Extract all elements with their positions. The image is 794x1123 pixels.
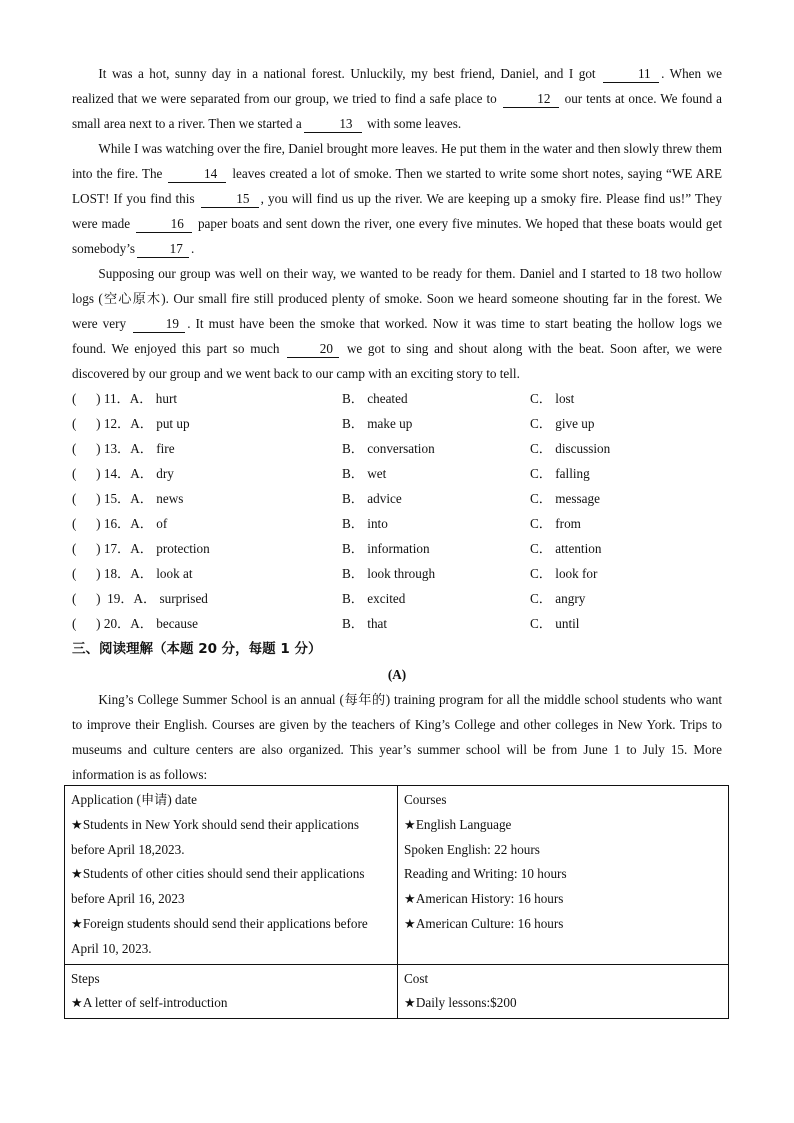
option-a: ( ) 14．A． dry <box>72 466 174 481</box>
cell-text: ★A letter of self-introduction <box>71 995 228 1011</box>
cell-text: ★American Culture: 16 hours <box>404 915 564 931</box>
text: , you will find us up the river. We are keeping up a smoky fire. Please find us!” They were made <box>72 191 722 231</box>
option-c: C． give up <box>530 416 595 431</box>
cell-heading: Courses <box>404 792 447 807</box>
question-row[interactable] <box>72 611 722 636</box>
blank-20[interactable]: 20 <box>287 341 339 358</box>
cell-text: ★Daily lessons:$200 <box>404 995 517 1011</box>
cell-text: Reading and Writing: 10 hours <box>404 866 567 882</box>
text: . When we realized that we were separated from our group, we tried to find a safe place to <box>72 66 723 106</box>
option-a: ( ) 18．A． look at <box>72 566 193 581</box>
passage-paragraph-1 <box>72 61 722 136</box>
option-b: B． that <box>342 616 388 631</box>
option-c: C． until <box>530 616 580 631</box>
option-a: ( ) 13．A． fire <box>72 441 175 456</box>
option-c: C． angry <box>530 591 586 606</box>
question-row[interactable] <box>72 511 722 536</box>
cell-text: ★Foreign students should send their applications before April 10, 2023. <box>71 915 368 956</box>
question-row[interactable] <box>72 536 722 561</box>
cell-text: ★Students in New York should send their applications before April 18,2023. <box>71 816 360 857</box>
question-row[interactable] <box>72 411 722 436</box>
option-a: ( ) 11．A． hurt <box>72 391 177 406</box>
text: our tents at once. We found a small area next to a river. Then we started a <box>72 91 722 131</box>
cell-heading: Application (申请) date <box>71 792 197 807</box>
option-b: B． wet <box>342 466 387 481</box>
option-a: ( ) 19．A． surprised <box>72 591 208 606</box>
blank-14[interactable]: 14 <box>168 166 226 183</box>
question-row[interactable] <box>72 461 722 486</box>
text: leaves created a lot of smoke. Then we started to write some short notes, saying “WE ARE LOST! If you find this <box>72 166 723 206</box>
text: paper boats and sent down the river, one every five minutes. We hoped that these boats would get somebody’s <box>72 216 722 256</box>
table-cell-steps <box>65 964 398 1019</box>
option-c: C． falling <box>530 466 590 481</box>
info-table <box>64 785 729 1019</box>
option-b: B． advice <box>342 491 402 506</box>
option-a: ( ) 20．A． because <box>72 616 198 631</box>
text: It was a hot, sunny day in a national forest. Unluckily, my best friend, Daniel, and I got <box>98 66 596 81</box>
cell-text: ★Students of other cities should send their applications before April 16, 2023 <box>71 866 365 907</box>
option-c: C． message <box>530 491 600 506</box>
table-row <box>65 964 729 1019</box>
text: While I was watching over the fire, Daniel brought more leaves. He put them in the water and then slowly threw them into the fire. The <box>72 141 722 181</box>
option-c: C． look for <box>530 566 598 581</box>
option-b: B． conversation <box>342 441 435 456</box>
reading-intro: King’s College Summer School is an annual (每年的) training program for all the middle school students who want to improve their English. Courses are given by the teachers of King’s College and other colleges in New York. Trips to museums and culture centers are also organized. This year’s summer school will be from June 1 to July 15. More information is as follows: <box>72 692 722 782</box>
option-b: B． look through <box>342 566 436 581</box>
option-c: C． attention <box>530 541 602 556</box>
passage-paragraph-3 <box>72 261 722 386</box>
option-c: C． from <box>530 516 581 531</box>
option-b: B． excited <box>342 591 406 606</box>
option-a: ( ) 15．A． news <box>72 491 184 506</box>
question-row[interactable] <box>72 486 722 511</box>
table-cell-cost <box>398 964 729 1019</box>
question-row[interactable] <box>72 561 722 586</box>
blank-19[interactable]: 19 <box>133 316 185 333</box>
blank-17[interactable]: 17 <box>137 241 189 258</box>
cell-text: Spoken English: 22 hours <box>404 841 540 857</box>
text: . <box>191 241 195 256</box>
question-list <box>72 386 722 636</box>
blank-15[interactable]: 15 <box>201 191 259 208</box>
blank-11[interactable]: 11 <box>603 66 659 83</box>
option-a: ( ) 12．A． put up <box>72 416 190 431</box>
text: . It must have been the smoke that worked. Now it was time to start beating the hollow logs we found. We enjoyed this part so much <box>72 316 723 356</box>
text: Supposing our group was well on their way, we wanted to be ready for them. Daniel and I started to 18 two hollow logs (空心原木). Our small fire still produced plenty of smoke. Soon we heard someone shouting far in the forest. We were very <box>72 266 722 331</box>
passage-paragraph-2 <box>72 136 722 261</box>
option-a: ( ) 17．A． protection <box>72 541 210 556</box>
option-b: B． make up <box>342 416 413 431</box>
exam-page <box>72 61 722 787</box>
blank-12[interactable]: 12 <box>503 91 559 108</box>
option-b: B． cheated <box>342 391 408 406</box>
cell-text: ★English Language <box>404 816 512 832</box>
cell-heading: Cost <box>404 970 429 986</box>
cell-text: ★American History: 16 hours <box>404 891 564 907</box>
question-row[interactable] <box>72 436 722 461</box>
option-b: B． into <box>342 516 388 531</box>
blank-13[interactable]: 13 <box>304 116 362 133</box>
text: with some leaves. <box>367 116 462 131</box>
text: we got to sing and shout along with the beat. Soon after, we were discovered by our group and we went back to our camp with an exciting story to tell. <box>72 341 722 381</box>
option-b: B． information <box>342 541 430 556</box>
option-c: C． discussion <box>530 441 611 456</box>
section-heading: 三、阅读理解（本题 20 分，每题 1 分） <box>72 641 322 657</box>
option-a: ( ) 16．A． of <box>72 516 168 531</box>
subsection-label: (A) <box>387 667 407 682</box>
cell-heading: Steps <box>71 970 100 986</box>
option-c: C． lost <box>530 391 575 406</box>
question-row[interactable] <box>72 386 722 411</box>
table-row <box>65 786 729 965</box>
question-row[interactable] <box>72 586 722 611</box>
blank-16[interactable]: 16 <box>136 216 192 233</box>
table-cell-application <box>65 786 398 965</box>
table-cell-courses <box>398 786 729 965</box>
